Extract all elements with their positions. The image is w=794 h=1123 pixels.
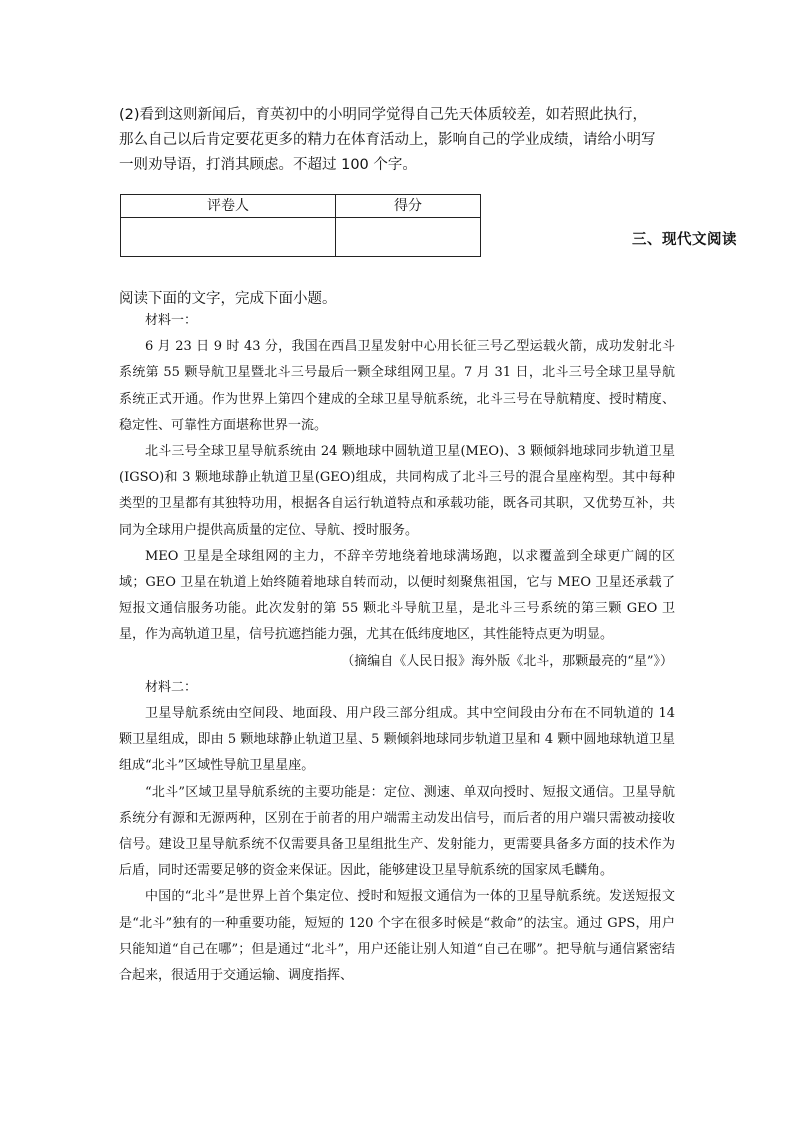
grader-header: 评卷人 — [121, 195, 336, 218]
question-line: 那么自己以后肯定要花更多的精力在体育活动上，影响自己的学业成绩，请给小明写 — [119, 132, 656, 148]
score-table — [120, 194, 481, 257]
paragraph: “北斗”区域卫星导航系统的主要功能是：定位、测速、单双向授时、短报文通信。卫星导航系统分有源和无源两种，区别在于前者的用户端需主动发出信号，而后者的用户端只需被动接收信号。建设卫星导航系统不仅需要具备卫星组批生产、发射能力，更需要具备多方面的技术作为后盾，同时还需要足够的资金来保证。因此，能够建设卫星导航系统的国家凤毛麟角。 — [119, 784, 675, 879]
source-citation: （摘编自《人民日报》海外版《北斗，那颗最亮的“星”》） — [341, 653, 673, 669]
paragraph: 卫星导航系统由空间段、地面段、用户段三部分组成。其中空间段由分布在不同轨道的 14 颗卫星组成，即由 5 颗地球静止轨道卫星、5 颗倾斜地球同步轨道卫星和 4 颗中圆地球轨道卫星组成“北斗”区域性导航卫星星座。 — [119, 706, 675, 774]
question-line: (2)看到这则新闻后，育英初中的小明同学觉得自己先天体质较差，如若照此执行， — [119, 107, 648, 123]
score-cell — [336, 218, 481, 257]
section-title: 三、现代文阅读 — [632, 232, 737, 248]
paragraph: 中国的“北斗”是世界上首个集定位、授时和短报文通信为一体的卫星导航系统。发送短报文是“北斗”独有的一种重要功能，短短的 120 个字在很多时候是“救命”的法宝。通过 GPS，用户只能知道“自己在哪”；但是通过“北斗”，用户还能让别人知道“自己在哪”。把导航与通信紧密结合起来，很适用于交通运输、调度指挥、 — [119, 889, 675, 984]
question-line: 一则劝导语，打消其顾虑。不超过 100 个字。 — [119, 157, 417, 173]
score-header: 得分 — [336, 195, 481, 218]
paragraph: 北斗三号全球卫星导航系统由 24 颗地球中圆轨道卫星(MEO)、3 颗倾斜地球同步轨道卫星(IGSO)和 3 颗地球静止轨道卫星(GEO)组成，共同构成了北斗三号的混合星座构型。其中每种类型的卫星都有其独特功用，根据各自运行轨道特点和承载功能，既各司其职，又优势互补，共同为全球用户提供高质量的定位、导航、授时服务。 — [119, 444, 675, 538]
reading-instruction: 阅读下面的文字，完成下面小题。 — [119, 291, 337, 307]
material-1-label: 材料一： — [145, 313, 198, 328]
question-prompt — [119, 103, 679, 178]
paragraph: MEO 卫星是全球组网的主力，不辞辛劳地绕着地球满场跑，以求覆盖到全球更广阔的区域；GEO 卫星在轨道上始终随着地球自转而动，以便时刻聚焦祖国，它与 MEO 卫星还承载了短报文通信服务功能。此次发射的第 55 颗北斗导航卫星，是北斗三号系统的第三颗 GEO 卫星，作为高轨道卫星，信号抗遮挡能力强，尤其在低纬度地区，其性能特点更为明显。 — [119, 548, 675, 643]
reading-article — [119, 308, 675, 989]
material-2-label: 材料二： — [145, 679, 198, 695]
paragraph: 6 月 23 日 9 时 43 分，我国在西昌卫星发射中心用长征三号乙型运载火箭，成功发射北斗系统第 55 颗导航卫星暨北斗三号最后一颗全球组网卫星。7 月 31 日，北斗三号全球卫星导航系统正式开通。作为世界上第四个建成的全球卫星导航系统，北斗三号在导航精度、授时精度、稳定性、可靠性方面堪称世界一流。 — [119, 339, 675, 433]
grader-cell — [121, 218, 336, 257]
